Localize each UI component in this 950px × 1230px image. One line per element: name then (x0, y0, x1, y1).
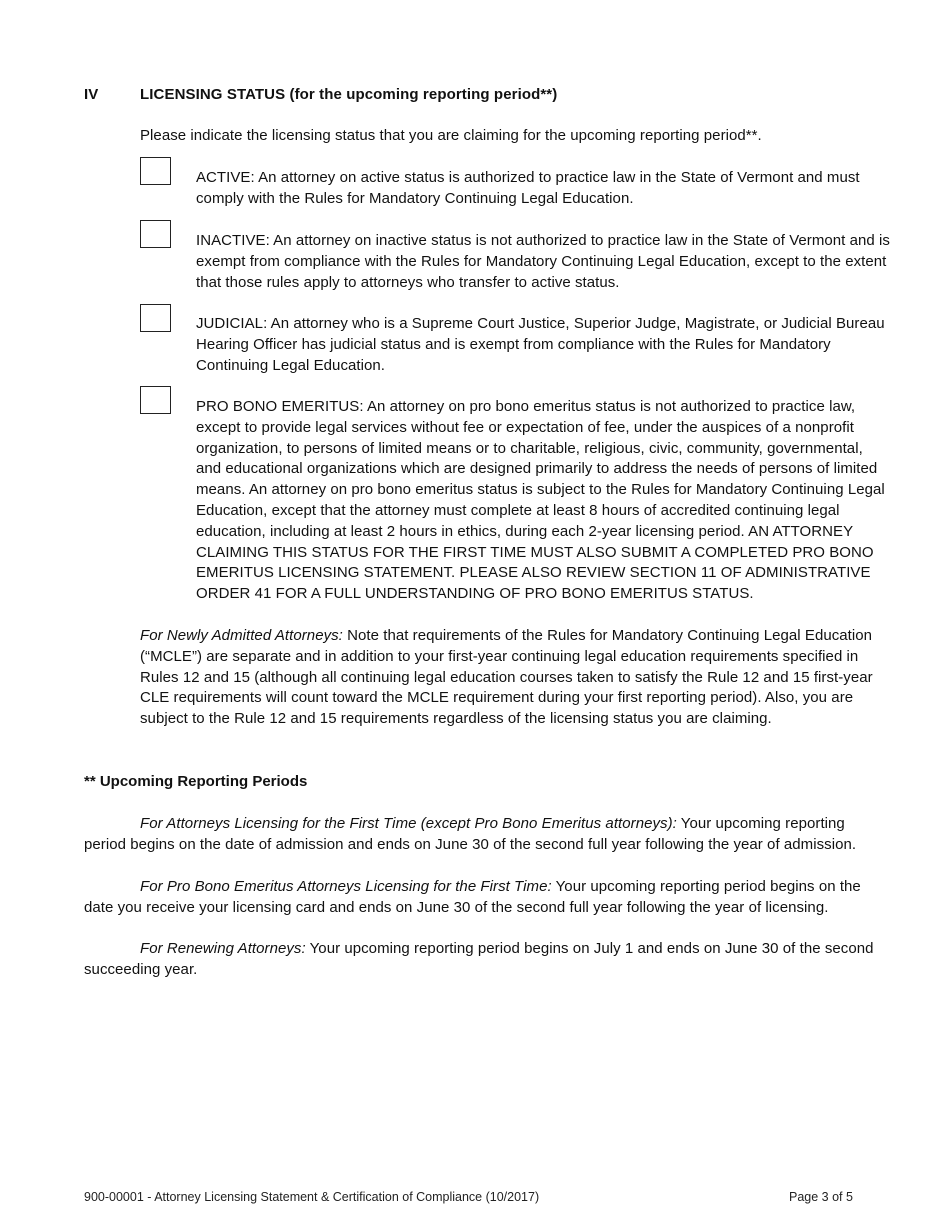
pro-bono-emeritus-status-checkbox[interactable] (140, 386, 171, 414)
first-time-period-text: Your upcoming reporting period begins on the date of admission and ends on June 30 of the second full year following the year of admission. (84, 815, 857, 853)
inactive-status-checkbox[interactable] (140, 220, 171, 248)
section-number: IV (84, 86, 99, 103)
active-status-description: ACTIVE: An attorney on active status is authorized to practice law in the State of Vermont and must comply with the Rules for Mandatory Continuing Legal Education. (196, 169, 860, 207)
judicial-status-description: JUDICIAL: An attorney who is a Supreme Court Justice, Superior Judge, Magistrate, or Judicial Bureau Hearing Officer has judicial status and is exempt from compliance with the Rules for Mandatory Continuing Legal Education. (196, 315, 885, 374)
renewing-period-note (84, 939, 890, 981)
newly-admitted-lead: For Newly Admitted Attorneys: (140, 627, 343, 644)
footer-form-id: 900-00001 - Attorney Licensing Statement & Certification of Compliance (10/2017) (84, 1190, 540, 1204)
pro-bono-first-time-period-text: Your upcoming reporting period begins on the date you receive your licensing card and ends on June 30 of the second full year following the year of licensing. (84, 878, 861, 916)
footer-page-number: Page 3 of 5 (789, 1190, 853, 1204)
pro-bono-first-time-period-lead: For Pro Bono Emeritus Attorneys Licensing for the First Time: (140, 878, 552, 895)
active-status-checkbox[interactable] (140, 157, 171, 185)
first-time-period-lead: For Attorneys Licensing for the First Time (except Pro Bono Emeritus attorneys): (140, 815, 677, 832)
first-time-period-note (84, 814, 890, 856)
newly-admitted-note (140, 626, 890, 730)
inactive-status-description: INACTIVE: An attorney on inactive status is not authorized to practice law in the State of Vermont and is exempt from compliance with the Rules for Mandatory Continuing Legal Education, except to the extent that those rules apply to attorneys who transfer to active status. (196, 232, 890, 291)
pro-bono-emeritus-status-description: PRO BONO EMERITUS: An attorney on pro bono emeritus status is not authorized to practice law, except to provide legal services without fee or expectation of fee, under the auspices of a nonprofit organization, to persons of limited means or to charitable, religious, civic, community, governmental, and educational organizations which are designed primarily to address the needs of persons of limited means. An attorney on pro bono emeritus status is subject to the Rules for Mandatory Continuing Legal Education, except that the attorney must complete at least 8 hours of accredited continuing legal education, including at least 2 hours in ethics, during each 2-year licensing period. AN ATTORNEY CLAIMING THIS STATUS FOR THE FIRST TIME MUST ALSO SUBMIT A COMPLETED PRO BONO EMERITUS LICENSING STATEMENT. PLEASE ALSO REVIEW SECTION 11 OF ADMINISTRATIVE ORDER 41 FOR A FULL UNDERSTANDING OF PRO BONO EMERITUS STATUS. (196, 398, 885, 603)
pro-bono-first-time-period-note (84, 877, 890, 919)
intro-text: Please indicate the licensing status that you are claiming for the upcoming reporting period**. (140, 127, 762, 144)
reporting-periods-heading: ** Upcoming Reporting Periods (84, 773, 308, 790)
section-title: LICENSING STATUS (for the upcoming reporting period**) (140, 86, 558, 103)
renewing-period-text: Your upcoming reporting period begins on July 1 and ends on June 30 of the second succeeding year. (84, 940, 874, 978)
newly-admitted-text: Note that requirements of the Rules for Mandatory Continuing Legal Education (“MCLE”) are separate and in addition to your first-year continuing legal education requirements specified in Rules 12 and 15 (although all continuing legal education courses taken to satisfy the Rule 12 and 15 first-year CLE requirements will count toward the MCLE requirement during your first reporting period). Also, you are subject to the Rule 12 and 15 requirements regardless of the licensing status you are claiming. (140, 627, 873, 728)
renewing-period-lead: For Renewing Attorneys: (140, 940, 306, 957)
section-heading (84, 86, 557, 103)
judicial-status-checkbox[interactable] (140, 304, 171, 332)
